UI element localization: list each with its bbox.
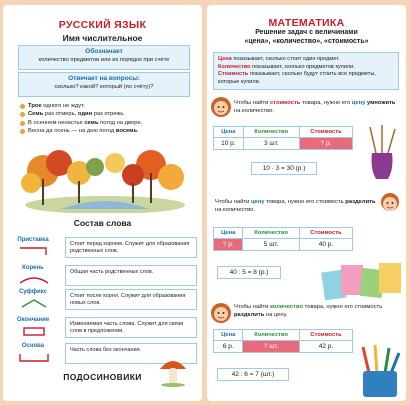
proverb-text: раз отмерь, [43, 111, 78, 118]
suffix-symbol-icon [18, 299, 50, 308]
problem-3-solution: 42 : 6 = 7 (шт.) [217, 368, 289, 381]
proverb-text: . [137, 128, 139, 135]
pencils-cup-icon [355, 345, 403, 399]
problem-2-solution: 40 : 5 = 8 (р.) [217, 266, 281, 279]
proverb-text: одного не ждут. [41, 103, 85, 109]
root-symbol-icon [18, 275, 50, 284]
part-description: Изменяемая часть слова. Служит для связи слов в предложении. [65, 317, 197, 338]
questions-header: Отвечает на вопросы: [68, 75, 140, 82]
autumn-forest-illustration [21, 143, 189, 213]
prefix-symbol-icon [18, 247, 50, 256]
russian-page [3, 5, 202, 401]
bullet-icon [20, 112, 25, 117]
bullet-icon [20, 104, 25, 109]
part-description: Часть слова без окончания. [65, 343, 197, 364]
proverb-item [20, 102, 190, 110]
example-word: ПОДОСИНОВИКИ [63, 372, 142, 382]
numeral-word: Трое [28, 103, 42, 109]
problem-2-table [213, 227, 353, 251]
proverbs-list [20, 102, 190, 136]
problem-3-text: Чтобы найти количество товара, нужно его стоимость разделить на цену. [234, 304, 383, 318]
table-header-row: Цена Количество Стоимость [214, 228, 353, 239]
definition-quantity: Количество показывает, сколько предметов купили. [218, 63, 355, 70]
problem-1-solution: 10 · 3 = 30 (р.) [251, 162, 317, 175]
denotes-text: количество предметов или их порядок при счёте [38, 57, 170, 63]
questions-box [18, 72, 190, 97]
proverb-text: раз отрежь. [92, 111, 126, 118]
part-label: Суффикс [18, 289, 48, 295]
part-prefix [8, 237, 198, 259]
notebooks-icon [321, 257, 403, 302]
part-description: Стоит после корня. Служит для образования новых слов. [65, 289, 197, 310]
definitions-box [213, 52, 399, 90]
stem-symbol-icon [18, 353, 50, 362]
proverb-text: погод на дворе. [98, 119, 143, 126]
part-ending [8, 317, 198, 339]
subtitle-line: Решение задач с величинами [255, 29, 358, 36]
proverb-text: В осеннем ненастье [28, 119, 85, 126]
questions-text: сколько? какой? который (по счёту)? [54, 84, 154, 90]
problem-1-table [213, 126, 353, 150]
proverb-item [20, 127, 190, 135]
part-label: Окончание [16, 317, 50, 323]
numeral-word: один [77, 111, 93, 118]
part-description: Стоит перед корнем. Служит для образования родственных слов. [65, 237, 197, 258]
part-label: Основа [21, 343, 45, 349]
numeral-word: Семь [28, 111, 44, 118]
numeral-word: восемь [115, 128, 138, 135]
part-suffix [8, 289, 198, 311]
proverb-item [20, 119, 190, 127]
problem-3-table [213, 329, 353, 353]
math-page [207, 5, 406, 401]
part-description: Общая часть родственных слов. [65, 265, 197, 286]
part-root [8, 265, 198, 287]
proverb-item [20, 110, 190, 118]
ending-symbol-icon [18, 327, 50, 336]
table-row: ? р. 5 шт. 40 р. [214, 239, 353, 251]
numeral-word: семь [84, 119, 99, 126]
proverb-text: Весна да осень — на дню погод [28, 128, 116, 135]
table-row: 10 р. 3 шт. ? р. [214, 138, 353, 150]
part-label: Приставка [17, 237, 49, 243]
bullet-icon [20, 129, 25, 134]
table-header-row: Цена Количество Стоимость [214, 330, 353, 341]
bullet-icon [20, 121, 25, 126]
denotes-header: Обозначает [85, 48, 123, 55]
math-subtitle [207, 29, 406, 47]
definition-cost: Стоимость показывает, сколько будут стоить все предметы, которые купили. [218, 71, 376, 85]
problem-2-text: Чтобы найти цену товара, нужно его стоимость разделить на количество. [215, 199, 376, 213]
part-label: Корень [22, 265, 44, 271]
subtitle-line: «цена», «количество», «стоимость» [244, 37, 369, 45]
math-title: МАТЕМАТИКА [268, 17, 345, 29]
word-composition-title: Состав слова [73, 218, 132, 228]
russian-subtitle: Имя числительное [62, 33, 143, 43]
definition-price: Цена показывает, сколько стоит один предмет. [218, 56, 340, 62]
brushes-vase-icon [362, 123, 402, 183]
mushroom-icon [158, 355, 188, 387]
denotes-box [18, 45, 190, 70]
table-row: 6 р. ? шт. 42 р. [214, 341, 353, 353]
problem-1-text: Чтобы найти стоимость товара, нужно его цену умножить на количество. [234, 100, 396, 114]
russian-title: РУССКИЙ ЯЗЫК [58, 19, 147, 31]
table-header-row: Цена Количество Стоимость [214, 127, 353, 138]
